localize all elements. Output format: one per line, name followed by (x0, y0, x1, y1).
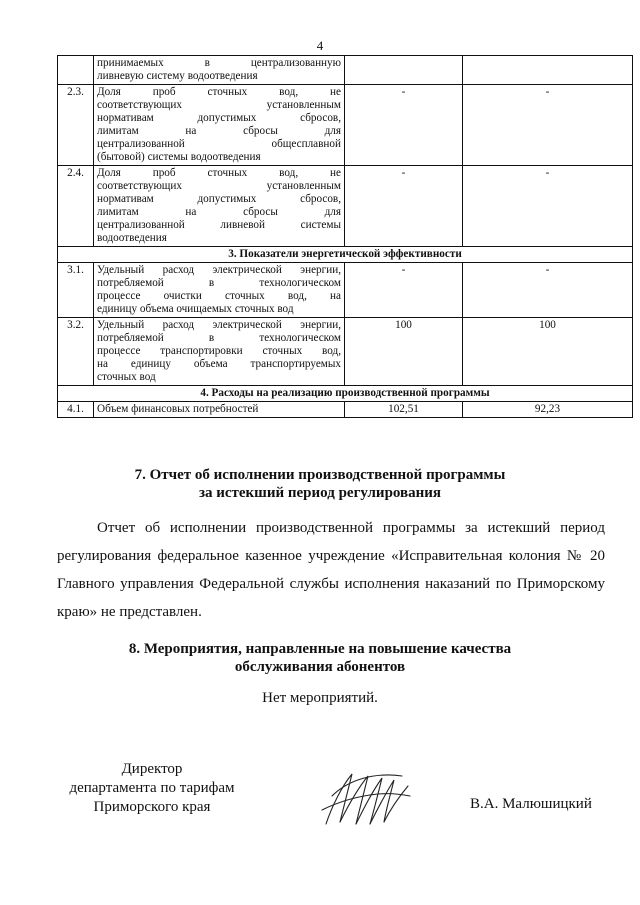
table-row (58, 56, 633, 85)
row-number: 2.4. (58, 166, 94, 247)
value-cell-1: - (345, 85, 463, 166)
signatory-title-line2: департамента по тарифам (69, 780, 235, 796)
section-7-heading-line1: 7. Отчет об исполнении производственной программы (134, 467, 506, 483)
row-description-line: Удельный расход электрической энергии, (97, 264, 341, 276)
page-number: 4 (316, 38, 324, 53)
value-cell-2: 92,23 (463, 402, 633, 418)
value-cell-1: - (345, 263, 463, 318)
value-cell-2: 100 (463, 318, 633, 386)
row-number: 3.2. (58, 318, 94, 386)
row-description-line: (бытовой) системы водоотведения (97, 151, 261, 163)
row-description-line: Доля проб сточных вод, не (97, 86, 341, 98)
row-description-line: принимаемых в централизованную (97, 57, 341, 69)
value-cell-1: 102,51 (345, 402, 463, 418)
signatory-title-line1: Директор (121, 761, 183, 777)
row-number (58, 56, 94, 85)
row-description-line: потребляемой в технологическом (97, 277, 341, 289)
signatory-name: В.А. Малюшицкий (470, 796, 592, 812)
section-8-heading-line1: 8. Мероприятия, направленные на повышение качества (128, 641, 512, 657)
table-section-title: 3. Показатели энергетической эффективности (58, 247, 633, 263)
row-description-line: ливневую систему водоотведения (97, 70, 258, 82)
table-row (58, 263, 633, 318)
row-description (94, 166, 345, 247)
handwritten-signature (318, 766, 414, 830)
row-description (94, 402, 345, 418)
row-description-line: соответствующих установленным (97, 99, 341, 111)
row-description-line: нормативам допустимых сбросов, (97, 112, 341, 124)
table-section-row (58, 386, 633, 402)
no-activities-text: Нет мероприятий. (262, 690, 378, 706)
row-description-line: процессе очистки сточных вод, на (97, 290, 341, 302)
value-cell-1: - (345, 166, 463, 247)
row-description-line: Удельный расход электрической энергии, (97, 319, 341, 331)
section-8-heading (0, 640, 640, 676)
table-row (58, 318, 633, 386)
table-row (58, 166, 633, 247)
row-description-line: централизованной ливневой системы (97, 219, 341, 231)
section-7-paragraph (57, 514, 605, 626)
signatory-title (57, 760, 247, 817)
table-section-row (58, 247, 633, 263)
row-description-line: единицу объема очищаемых сточных вод (97, 303, 294, 315)
table-row (58, 85, 633, 166)
section-7-heading (0, 466, 640, 502)
value-cell-1 (345, 56, 463, 85)
row-description-line: процессе транспортировки сточных вод, (97, 345, 341, 357)
indicators-table (57, 55, 633, 418)
row-description-line: соответствующих установленным (97, 180, 341, 192)
section-7-heading-line2: за истекший период регулирования (198, 485, 442, 501)
row-description-line: нормативам допустимых сбросов, (97, 193, 341, 205)
row-number: 4.1. (58, 402, 94, 418)
row-description-line: Объем финансовых потребностей (97, 403, 259, 415)
value-cell-2: - (463, 263, 633, 318)
row-number: 2.3. (58, 85, 94, 166)
row-description-line: водоотведения (97, 232, 167, 244)
section-8-heading-line2: обслуживания абонентов (234, 659, 406, 675)
value-cell-1: 100 (345, 318, 463, 386)
section-7-paragraph-text: Отчет об исполнении производственной программы за истекший период регулирования федеральное казенное учреждение «Исправительная колония № 20 Главного управления Федеральной службы исполнения наказаний по Приморскому краю» не представлен. (57, 520, 605, 620)
indicators-table-body (58, 56, 633, 418)
table-row (58, 402, 633, 418)
table-section-title: 4. Расходы на реализацию производственной программы (58, 386, 633, 402)
row-description-line: лимитам на сбросы для (97, 125, 341, 137)
row-description-line: лимитам на сбросы для (97, 206, 341, 218)
row-description-line: на единицу объема транспортируемых (97, 358, 341, 370)
row-description-line: сточных вод (97, 371, 156, 383)
value-cell-2: - (463, 166, 633, 247)
row-description-line: потребляемой в технологическом (97, 332, 341, 344)
signatory-title-line3: Приморского края (93, 799, 211, 815)
row-description (94, 56, 345, 85)
row-description (94, 318, 345, 386)
row-description-line: централизованной общесплавной (97, 138, 341, 150)
row-description-line: Доля проб сточных вод, не (97, 167, 341, 179)
value-cell-2: - (463, 85, 633, 166)
value-cell-2 (463, 56, 633, 85)
row-description (94, 263, 345, 318)
row-number: 3.1. (58, 263, 94, 318)
row-description (94, 85, 345, 166)
